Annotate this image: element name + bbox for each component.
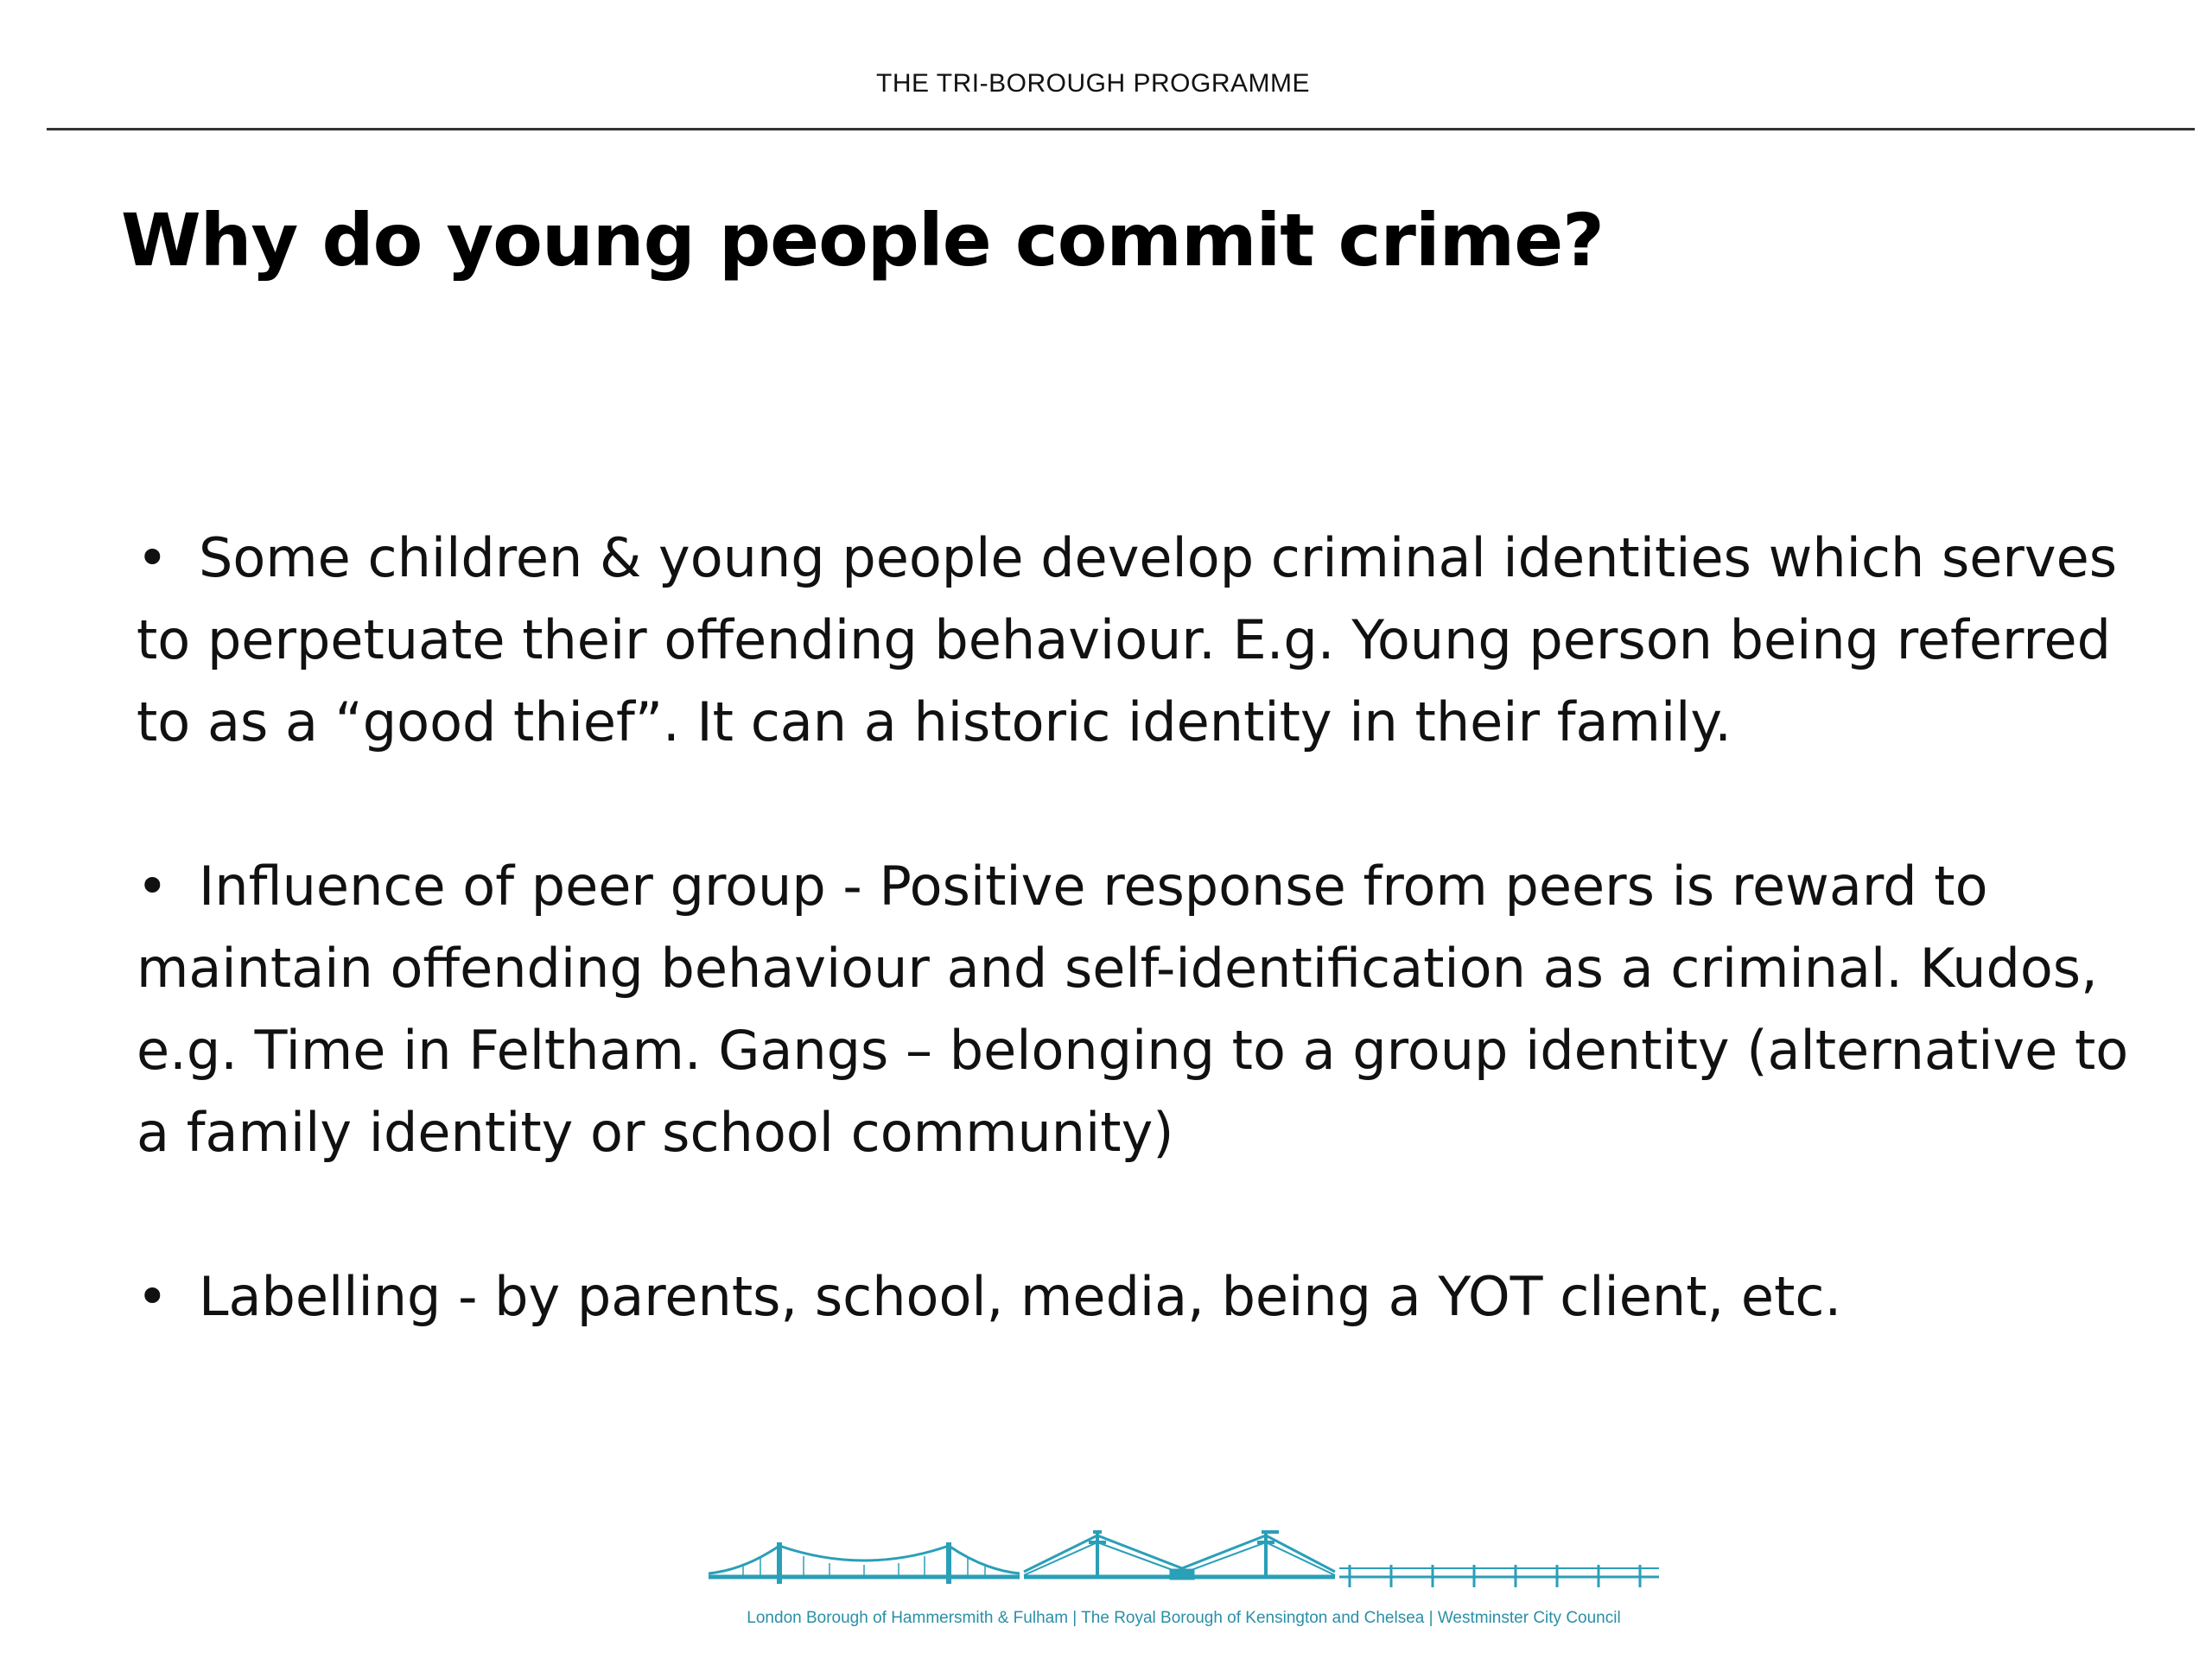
bullet-item bbox=[137, 517, 2150, 763]
bullet-icon: • bbox=[137, 1265, 168, 1328]
header-divider bbox=[47, 128, 2195, 130]
bullet-item bbox=[137, 1255, 2150, 1338]
bullet-text: Influence of peer group - Positive response from peers is reward to maintain offending behaviour and self-identification as a criminal. Kudos, e.g. Time in Feltham. Gangs – belonging to a group identity (alternative to a family identity or school community) bbox=[137, 855, 2129, 1164]
bullet-item bbox=[137, 845, 2150, 1173]
bullet-text: Some children & young people develop criminal identities which serves to perpetuate their offending behaviour. E.g. Young person being referred to as a “good thief”. It can a historic identity in their family. bbox=[137, 526, 2118, 753]
councils-footer-text: London Borough of Hammersmith & Fulham | The Royal Borough of Kensington and Chelsea | Westminster City Council bbox=[747, 1609, 1621, 1627]
bullet-text: Labelling - by parents, school, media, being a YOT client, etc. bbox=[199, 1265, 1842, 1328]
programme-header: THE TRI-BOROUGH PROGRAMME bbox=[876, 69, 1310, 98]
bullet-list bbox=[137, 517, 2150, 1338]
bullet-icon: • bbox=[137, 526, 168, 589]
bullet-icon: • bbox=[137, 855, 168, 918]
slide-title: Why do young people commit crime? bbox=[121, 198, 1604, 283]
